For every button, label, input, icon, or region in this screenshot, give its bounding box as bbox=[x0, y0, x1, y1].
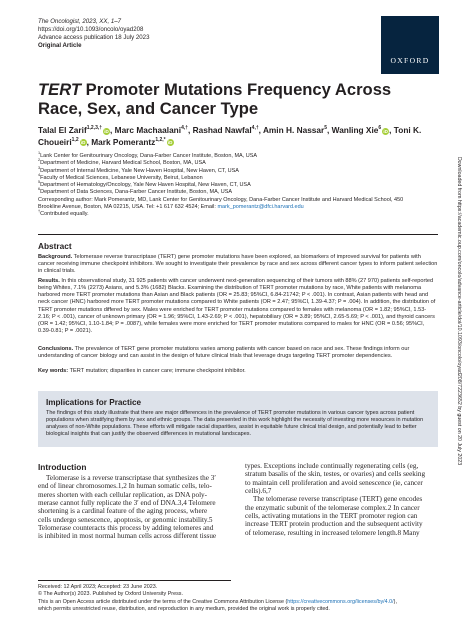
intro-line: cells undergo senescence, apoptosis, or genomic instability.5 bbox=[38, 515, 213, 524]
results-label: Results. bbox=[38, 278, 60, 284]
corresponding-line1: Corresponding author: Mark Pomerantz, MD, Lank Center for Genitourinary Oncology, Dana-Farber Cancer Institute and Harvard Medical School, 450 bbox=[38, 196, 404, 203]
oxford-logo-text: OXFORD bbox=[390, 56, 430, 65]
orcid-icon[interactable]: iD bbox=[167, 140, 173, 146]
intro-heading: Introduction bbox=[38, 462, 87, 472]
abstract-heading: Abstract bbox=[38, 241, 72, 251]
author-name[interactable]: Marc Machaalani bbox=[114, 125, 182, 135]
affiliation-text: Department of Data Sciences, Dana-Farber Cancer Institute, Boston, MA, USA bbox=[40, 189, 233, 196]
intro-line: of telomerase, resulting in increased telomere length.8 Many bbox=[245, 528, 420, 537]
received-dates: Received: 12 April 2023; Accepted: 23 June 2023. bbox=[38, 584, 158, 590]
article-type: Original Article bbox=[38, 42, 82, 49]
affiliation-number: 2 bbox=[38, 158, 41, 163]
practice-text: The findings of this study illustrate that there are major differences in the prevalence of TERT promoter mutations in various cancer types across patient populations when stratifying them by sex and ethnic groups. The data presented in this work highlight the necessity of investing more resources in mutation analyses of non-White populations. These efforts will mitigate racial disparities, assist in equitable future clinical trial design, and potentially lead to better biological insights that can justify the observed differences in mutational landscapes. bbox=[46, 410, 424, 438]
divider-top bbox=[38, 234, 438, 235]
abstract-conclusions bbox=[38, 346, 438, 360]
author-name[interactable]: Amin H. Nassar bbox=[262, 125, 325, 135]
author-name[interactable]: Mark Pomerantz bbox=[91, 136, 156, 147]
author-affil-marker: 1,2 bbox=[71, 136, 79, 143]
email-link[interactable]: mark_pomerantz@dfci.harvard.edu bbox=[217, 204, 304, 211]
intro-left-column bbox=[38, 474, 232, 541]
journal-citation: The Oncologist, 2023, XX, 1–7 bbox=[38, 18, 121, 25]
divider-footer bbox=[38, 580, 231, 581]
contributed-text: Contributed equally. bbox=[40, 211, 89, 218]
author-affil-marker: 1,2,* bbox=[155, 136, 166, 143]
author-affil-marker: 6 bbox=[378, 125, 382, 132]
affiliation-item bbox=[38, 160, 438, 167]
intro-line: cells, activating mutations in the TERT promoter region can bbox=[245, 512, 418, 521]
keywords-text: TERT mutation; disparities in cancer care; immune checkpoint inhibitor. bbox=[68, 368, 246, 374]
affiliation-text: Faculty of Medical Sciences, Lebanese University, Beirut, Lebanon bbox=[40, 174, 203, 181]
orcid-icon[interactable]: iD bbox=[104, 128, 109, 134]
intro-line: The telomerase reverse transcriptase (TERT) gene encodes bbox=[253, 495, 423, 504]
keywords bbox=[38, 368, 438, 375]
conclusions-text: The prevalence of TERT gene promoter mutations varies among patients with cancer based on race and sex. These findings inform our understanding of cancer biology and can assist in the design of future clinical trials that leverage drugs targeting TERT promoter dependencies. bbox=[38, 346, 410, 360]
affiliation-number: 6 bbox=[38, 187, 41, 192]
title-gene: TERT bbox=[38, 80, 82, 99]
license-text: This is an Open Access article distributed under the terms of the Creative Commons Attribution License ( bbox=[38, 598, 288, 605]
orcid-icon[interactable]: iD bbox=[80, 140, 86, 146]
intro-line: end of linear chromosomes.1,2 In human somatic cells, telo- bbox=[38, 482, 212, 491]
affiliation-item bbox=[38, 189, 438, 196]
footer bbox=[38, 584, 438, 614]
intro-right-column bbox=[245, 462, 439, 537]
author-affil-marker: 4,† bbox=[251, 125, 259, 132]
background-label: Background. bbox=[38, 254, 73, 260]
author-affil-marker: 1,2,3,† bbox=[86, 125, 103, 132]
oxford-logo bbox=[381, 16, 439, 74]
intro-line: cells).6,7 bbox=[245, 487, 272, 496]
license-suffix: ), bbox=[393, 598, 397, 605]
affiliations bbox=[38, 153, 438, 219]
corresponding-author bbox=[38, 197, 438, 204]
keywords-label: Key words: bbox=[38, 368, 69, 374]
author-affil-marker: 4,† bbox=[181, 125, 189, 132]
author-affil-marker: 5 bbox=[324, 125, 328, 132]
results-text: In this observational study, 31 925 patients with cancer underwent next-generation sequencing of their tumors with 88% (27 970) patients self-reported being Whites, 7.1% (2273) Asians, and 5.3% (1682) Blacks. Examining the distribution of TERT promoter mutations by race, White patients with melanoma harbored more TERT promoter mutations than Asian and Black patients (OR = 25.83; 95%CI, 6.84-21742; P < .001). In contrast, Asian patients with head and neck cancer (HNC) harbored more TERT promoter mutations compared to White patients (OR = 2.47; 95%CI, 1.39-4.37; P = .004). In addition, the distribution of TERT promoter mutations differed by sex. Males were enriched for TERT promoter mutations compared to females with melanoma (OR = 1.82; 95%CI, 1.53-2.16; P < .001), cancer of unknown primary (OR = 1.96; 95%CI, 1.43-2.69; P < .001), hepatobiliary (OR = 3.89; 95%CI, 2.65-5.69; P < .001), and thyroid cancers (OR = 1.42; 95%CI, 1.10-1.84; P = .0087), while females were more enriched for TERT promoter mutations compared to males for HNC (OR = 0.56; 95%CI, 0.39-0.81; P = .0021). bbox=[38, 278, 436, 335]
author-name[interactable]: Toni K. Choueiri bbox=[38, 125, 422, 147]
affiliation-text: Department of Medicine, Harvard Medical School, Boston, MA, USA bbox=[40, 160, 206, 167]
contributed-note: †Contributed equally. bbox=[38, 209, 89, 218]
affiliation-number: 3 bbox=[38, 165, 41, 170]
intro-line: merase cannot fully replicate the 3′ end of DNA.3,4 Telomere bbox=[38, 499, 216, 508]
license-text-2: which permits unrestricted reuse, distribution, and reproduction in any medium, provided the original work is properly cited. bbox=[38, 606, 330, 613]
intro-line: types. Exceptions include continually regenerating cells (eg, bbox=[245, 462, 419, 470]
affiliation-text: Department of Internal Medicine, Yale New Haven Hospital, New Haven, CT, USA bbox=[40, 167, 239, 174]
abstract-background bbox=[38, 254, 438, 275]
author-list: Talal El Zarif$^{1,2,3,\dagger}$ iD, Marc Machaalani$^{4,\dagger}$, Rashad Nawfal$^{4,\dagger}$, Amin H. Nassar$^5$, Wanling Xie$^6$ iD, Toni K. Choueiri$^{1,2}$ iD, Mark Pomerantz$^{1,2,*}$ iD bbox=[38, 125, 422, 147]
doi-link[interactable]: https://doi.org/10.1093/oncolo/oyad208 bbox=[38, 26, 144, 33]
intro-line: the enzymatic subunit of the telomerase complex.2 In cancer bbox=[245, 503, 420, 512]
author-name[interactable]: Wanling Xie bbox=[331, 125, 379, 135]
access-date: Advance access publication 18 July 2023 bbox=[38, 34, 150, 41]
intro-line: Telomerase is a reverse transcriptase that synthesizes the 3′ bbox=[46, 474, 216, 482]
affiliation-number: 1 bbox=[38, 151, 41, 156]
intro-line: is inhibited in most normal human cells across different tissue bbox=[38, 532, 217, 541]
download-watermark-text: Downloaded from https://academic.oup.com/oncolo/advance-article/doi/10.1093/oncolo/oyad208/7223652 by guest on 20 July 2023 bbox=[456, 156, 462, 466]
copyright: © The Author(s) 2023. Published by Oxford University Press. bbox=[38, 591, 183, 598]
affiliation-text: Department of Hematology/Oncology, Yale New Haven Hospital, New Haven, CT, USA bbox=[40, 182, 251, 189]
author-name[interactable]: Rashad Nawfal bbox=[192, 125, 252, 135]
intro-line: shortening is a cardinal feature of the aging process, where bbox=[38, 507, 208, 516]
background-text: Telomerase reverse transcriptase (TERT) gene promoter mutations have been explored, as biomarkers of improved survival for patients with cancer receiving immune checkpoint inhibitors. We sought to investigate their prevalence by race and sex across different cancer types to inform patient selection in clinical trials. bbox=[38, 254, 438, 275]
article-title bbox=[38, 81, 438, 118]
affiliation-number: 4 bbox=[38, 173, 41, 178]
intro-line: meres shorten with each cellular replication, as DNA poly- bbox=[38, 490, 208, 499]
practice-heading: Implications for Practice bbox=[46, 398, 142, 407]
conclusions-label: Conclusions. bbox=[38, 346, 74, 352]
title-rest: Promoter Mutations Frequency Across Race, Sex, and Cancer Type bbox=[38, 80, 392, 118]
intro-line: increase TERT protein production and the subsequent activity bbox=[245, 520, 423, 529]
corresponding-line2: Brookline Avenue, Boston, MA 02215, USA. Tel: +1 617 632 4524; Email: bbox=[38, 204, 218, 211]
abstract-results bbox=[38, 278, 438, 335]
orcid-icon[interactable]: iD bbox=[383, 128, 388, 134]
intro-line: stratum basalis of the skin, testes, or ovaries) and cells seeking bbox=[245, 470, 426, 479]
intro-line: to maintain cell proliferation and avoid senescence (ie, cancer bbox=[245, 478, 423, 487]
license-link[interactable]: https://creativecommons.org/licenses/by/4.0/ bbox=[287, 598, 394, 605]
intro-line: Telomerase counteracts this process by adding telomeres and bbox=[38, 524, 214, 533]
affiliation-number: 5 bbox=[38, 180, 41, 185]
author-name[interactable]: Talal El Zarif bbox=[38, 125, 87, 135]
affiliation-text: Lank Center for Genitourinary Oncology, Dana-Farber Cancer Institute, Boston, MA, USA bbox=[40, 153, 258, 159]
